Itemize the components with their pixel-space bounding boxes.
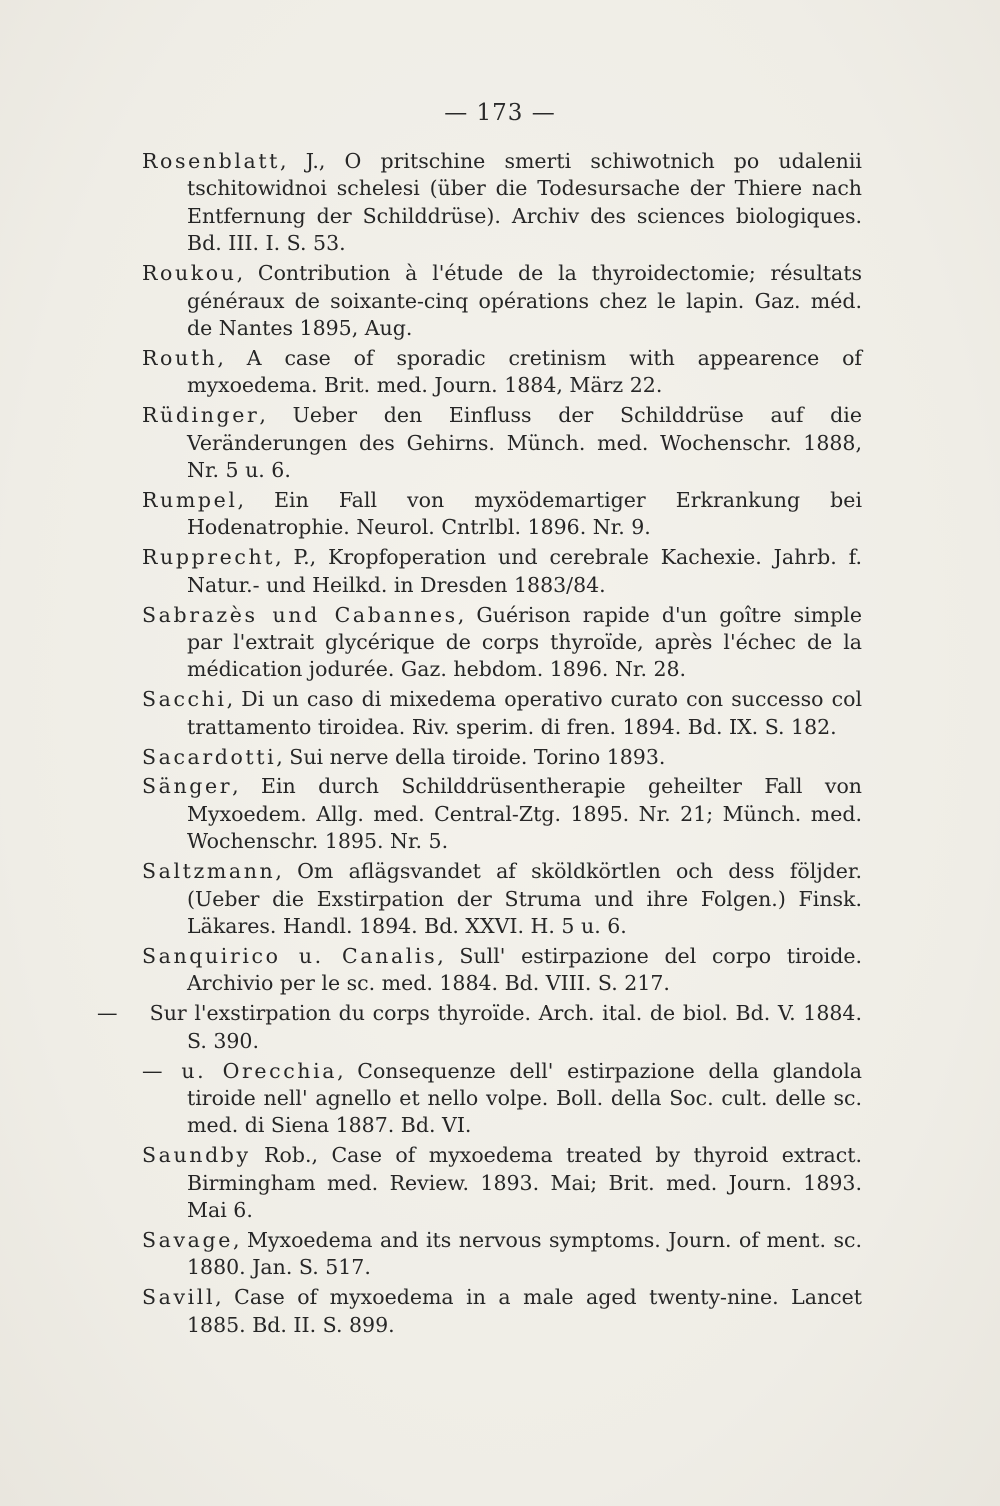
entry-author: Sabrazès und Cabannes bbox=[142, 602, 458, 627]
bibliography-entry bbox=[142, 773, 862, 855]
entry-text: Sur l'exstirpation du corps thyroïde. Arch. ital. de biol. Bd. V. 1884. S. 390. bbox=[142, 1001, 862, 1053]
bibliography-entry bbox=[142, 260, 862, 342]
entry-author: Roukou bbox=[142, 261, 237, 286]
entry-author: Sacchi bbox=[142, 687, 227, 712]
entry-author: Sacardotti bbox=[142, 744, 277, 769]
entry-text: , Guérison rapide d'un goître simple par l'extrait glycérique de corps thyroïde, après l'échec de la médication jodurée. Gaz. hebdom. 1896. Nr. 28. bbox=[187, 602, 862, 682]
entry-text: , P., Kropfoperation und cerebrale Kachexie. Jahrb. f. Natur.- und Heilkd. in Dresden 1883/84. bbox=[187, 545, 862, 597]
bibliography-entry bbox=[142, 345, 862, 400]
entry-author: Routh bbox=[142, 345, 218, 370]
bibliography-entry bbox=[142, 943, 862, 998]
entry-author: Saltzmann bbox=[142, 859, 276, 884]
entry-text: , Ueber den Einfluss der Schilddrüse auf die Veränderungen des Gehirns. Münch. med. Wochenschr. 1888, Nr. 5 u. 6. bbox=[187, 403, 862, 482]
bibliography-entry bbox=[142, 1284, 862, 1339]
bibliography-entry bbox=[142, 602, 862, 684]
entry-author: Sänger bbox=[142, 774, 233, 799]
entry-author: Rüdinger bbox=[142, 403, 260, 428]
bibliography-entry bbox=[142, 148, 862, 258]
bibliography-entry bbox=[142, 1227, 862, 1282]
bibliography-entry bbox=[142, 1142, 862, 1224]
bibliography-entry bbox=[142, 402, 862, 484]
entry-author: Rumpel bbox=[142, 487, 238, 512]
entry-text: , Ein Fall von myxödemartiger Erkrankung bei Hodenatrophie. Neurol. Cntrlbl. 1896. Nr. 9. bbox=[187, 487, 862, 540]
bibliography-entry bbox=[142, 744, 862, 771]
entry-text: , Contribution à l'étude de la thyroidectomie; résultats généraux de soixante-cinq opérations chez le lapin. Gaz. méd. de Nantes 1895, Aug. bbox=[187, 261, 862, 340]
entry-text: , Consequenze dell' estirpazione della glandola tiroide nell' agnello et nello volpe. Boll. della Soc. cult. delle sc. med. di Siena 1887. Bd. VI. bbox=[187, 1058, 863, 1138]
entry-author: Saundby bbox=[142, 1143, 251, 1168]
entry-text: , Ein durch Schilddrüsentherapie geheilter Fall von Myxoedem. Allg. med. Central-Ztg. 1895. Nr. 21; Münch. med. Wochenschr. 1895. Nr. 5. bbox=[187, 774, 862, 854]
entry-author: Sanquirico u. Canalis bbox=[142, 943, 438, 968]
bibliography-list bbox=[97, 148, 863, 1342]
bibliography-entry bbox=[142, 686, 862, 741]
bibliography-entry bbox=[142, 1058, 862, 1140]
bibliography-entry bbox=[142, 858, 862, 940]
entry-text: Rob., Case of myxoedema treated by thyroid extract. Birmingham med. Review. 1893. Mai; Brit. med. Journ. 1893. Mai 6. bbox=[187, 1143, 862, 1223]
entry-text: , Sull' estirpazione del corpo tiroide. Archivio per le sc. med. 1884. Bd. VIII. S. 217. bbox=[187, 943, 862, 996]
bibliography-entry bbox=[142, 544, 862, 599]
entry-author: Rosenblatt bbox=[142, 149, 281, 173]
entry-text: , J., O pritschine smerti schiwotnich po udalenii tschitowidnoi schelesi (über die Todesursache der Thiere nach Entfernung der Schilddrüse). Archiv des sciences biologiques. Bd. III. I. S. 53. bbox=[187, 149, 862, 256]
entry-text: , A case of sporadic cretinism with appearence of myxoedema. Brit. med. Journ. 1884, März 22. bbox=[187, 345, 862, 398]
entry-text: , Myxoedema and its nervous symptoms. Journ. of ment. sc. 1880. Jan. S. 517. bbox=[187, 1227, 862, 1280]
entry-text: , Om aflägsvandet af sköldkörtlen och dess följder. (Ueber die Exstirpation der Struma und ihre Folgen.) Finsk. Läkares. Handl. 1894. Bd. XXVI. H. 5 u. 6. bbox=[187, 859, 862, 938]
entry-author: Savill bbox=[142, 1285, 216, 1310]
entry-text: , Di un caso di mixedema operativo curato con successo col trattamento tiroidea. Riv. sperim. di fren. 1894. Bd. IX. S. 182. bbox=[187, 687, 862, 739]
bibliography-entry: — Sur l'exstirpation du corps thyroïde. Arch. ital. de biol. Bd. V. 1884. S. 390. bbox=[97, 1001, 862, 1053]
bibliography-entry bbox=[142, 487, 862, 542]
entry-author: Rupprecht bbox=[142, 545, 276, 570]
entry-text: , Sui nerve della tiroide. Torino 1893. bbox=[276, 744, 666, 769]
entry-author: — u. Orecchia bbox=[142, 1058, 338, 1083]
entry-author: Savage bbox=[142, 1227, 233, 1252]
page-number: — 173 — bbox=[444, 100, 556, 126]
entry-text: , Case of myxoedema in a male aged twenty-nine. Lancet 1885. Bd. II. S. 899. bbox=[187, 1285, 862, 1337]
